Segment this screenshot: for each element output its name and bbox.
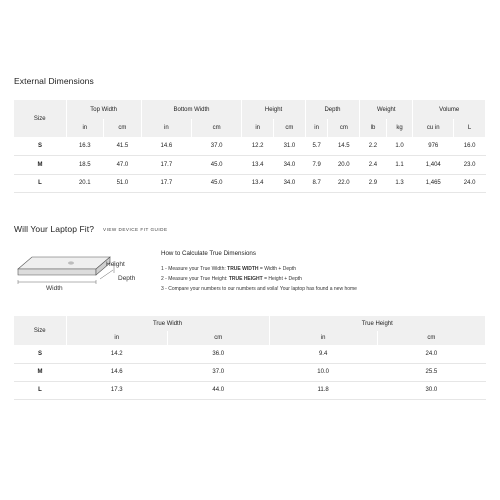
value-cell: 24.0 — [377, 345, 485, 363]
unit-cell: kg — [386, 119, 413, 137]
value-cell: 976 — [413, 137, 454, 156]
value-cell: 10.0 — [269, 363, 377, 381]
size-cell: M — [14, 363, 66, 381]
size-column-header: Size — [14, 100, 66, 137]
unit-cell: cu in — [413, 119, 454, 137]
value-cell: 44.0 — [168, 381, 270, 399]
device-fit-guide-link[interactable]: VIEW DEVICE FIT GUIDE — [103, 227, 168, 232]
unit-cell: cm — [274, 119, 306, 137]
value-cell: 1,404 — [413, 156, 454, 175]
value-cell: 37.0 — [191, 137, 241, 156]
value-cell: 34.0 — [274, 174, 306, 193]
value-cell: 1.0 — [386, 137, 413, 156]
depth-label: Depth — [118, 275, 136, 282]
value-cell: 17.7 — [141, 156, 191, 175]
value-cell: 23.0 — [454, 156, 486, 175]
unit-cell: cm — [168, 331, 270, 345]
laptop-illustration-icon — [10, 249, 150, 299]
value-cell: 5.7 — [305, 137, 328, 156]
value-cell: 17.7 — [141, 174, 191, 193]
true-width-header: True Width — [66, 316, 269, 331]
table-row — [14, 345, 486, 363]
value-cell: 1.1 — [386, 156, 413, 175]
value-cell: 14.6 — [66, 363, 168, 381]
bottom-width-header: Bottom Width — [141, 100, 242, 119]
value-cell: 2.4 — [360, 156, 387, 175]
size-cell: M — [14, 156, 66, 175]
value-cell: 25.5 — [377, 363, 485, 381]
value-cell: 24.0 — [454, 174, 486, 193]
unit-cell: in — [66, 331, 168, 345]
external-dimensions-table — [14, 100, 486, 193]
value-cell: 1,465 — [413, 174, 454, 193]
value-cell: 34.0 — [274, 156, 306, 175]
depth-header: Depth — [305, 100, 359, 119]
size-cell: S — [14, 345, 66, 363]
unit-cell: in — [66, 119, 104, 137]
laptop-diagram — [10, 249, 150, 299]
table-row — [14, 363, 486, 381]
value-cell: 14.2 — [66, 345, 168, 363]
value-cell: 1.3 — [386, 174, 413, 193]
value-cell: 7.9 — [305, 156, 328, 175]
unit-cell: in — [269, 331, 377, 345]
table-row — [14, 156, 486, 175]
external-dimensions-title: External Dimensions — [14, 76, 94, 86]
value-cell: 45.0 — [191, 174, 241, 193]
value-cell: 12.2 — [242, 137, 274, 156]
volume-header: Volume — [413, 100, 486, 119]
size-cell: L — [14, 381, 66, 399]
width-label: Width — [46, 285, 63, 292]
unit-cell: cm — [191, 119, 241, 137]
laptop-fit-title: Will Your Laptop Fit? — [14, 224, 95, 234]
unit-cell: cm — [377, 331, 485, 345]
unit-cell: L — [454, 119, 486, 137]
value-cell: 8.7 — [305, 174, 328, 193]
value-cell: 11.8 — [269, 381, 377, 399]
unit-cell: in — [305, 119, 328, 137]
step-3: 3 - Compare your numbers to our numbers and voila! Your laptop has found a new home — [161, 285, 357, 292]
value-cell: 17.3 — [66, 381, 168, 399]
value-cell: 45.0 — [191, 156, 241, 175]
value-cell: 41.5 — [104, 137, 142, 156]
value-cell: 9.4 — [269, 345, 377, 363]
value-cell: 18.5 — [66, 156, 104, 175]
unit-cell: lb — [360, 119, 387, 137]
value-cell: 31.0 — [274, 137, 306, 156]
value-cell: 2.9 — [360, 174, 387, 193]
value-cell: 16.0 — [454, 137, 486, 156]
value-cell: 13.4 — [242, 174, 274, 193]
value-cell: 13.4 — [242, 156, 274, 175]
value-cell: 36.0 — [168, 345, 270, 363]
value-cell: 14.6 — [141, 137, 191, 156]
unit-cell: in — [242, 119, 274, 137]
value-cell: 14.5 — [328, 137, 360, 156]
value-cell: 47.0 — [104, 156, 142, 175]
unit-cell: in — [141, 119, 191, 137]
howto-steps — [161, 265, 357, 294]
size-cell: S — [14, 137, 66, 156]
table-row — [14, 381, 486, 399]
unit-cell: cm — [328, 119, 360, 137]
value-cell: 2.2 — [360, 137, 387, 156]
weight-header: Weight — [360, 100, 413, 119]
howto-title: How to Calculate True Dimensions — [161, 250, 256, 257]
true-height-header: True Height — [269, 316, 486, 331]
true-dimensions-table — [14, 316, 486, 400]
value-cell: 30.0 — [377, 381, 485, 399]
value-cell: 51.0 — [104, 174, 142, 193]
size-column-header: Size — [14, 316, 66, 345]
top-width-header: Top Width — [66, 100, 141, 119]
height-header: Height — [242, 100, 306, 119]
value-cell: 20.0 — [328, 156, 360, 175]
table-row — [14, 137, 486, 156]
step-2: 2 - Measure your True Height: TRUE HEIGHT = Height + Depth — [161, 275, 302, 282]
value-cell: 16.3 — [66, 137, 104, 156]
table-row — [14, 174, 486, 193]
value-cell: 37.0 — [168, 363, 270, 381]
size-cell: L — [14, 174, 66, 193]
height-label: Height — [106, 261, 125, 268]
unit-cell: cm — [104, 119, 142, 137]
value-cell: 20.1 — [66, 174, 104, 193]
value-cell: 22.0 — [328, 174, 360, 193]
step-1: 1 - Measure your True Width: TRUE WIDTH = Width + Depth — [161, 266, 297, 272]
